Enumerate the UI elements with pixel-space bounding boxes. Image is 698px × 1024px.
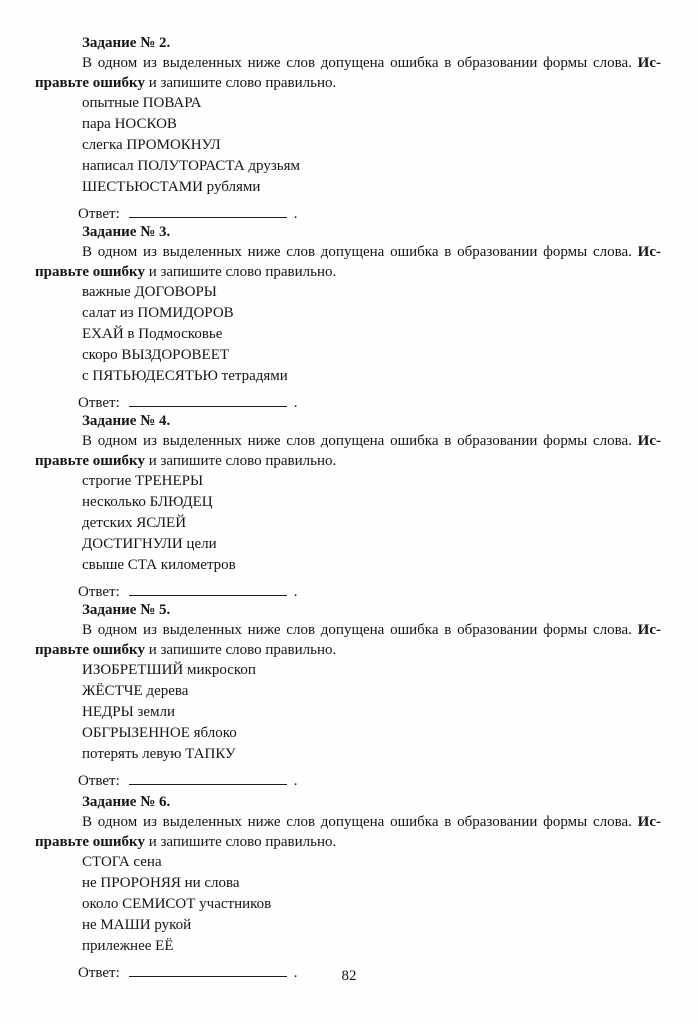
instruction-text: В одном из выделенных ниже слов допущена ошибка в образовании формы слова. (82, 244, 632, 260)
word-option: не ПРОРОНЯЯ ни слова (82, 875, 240, 891)
word-option: прилежнее ЕЁ (82, 938, 174, 954)
answer-period: . (293, 395, 298, 411)
answer-blank-line (129, 204, 287, 218)
instruction-bold-fragment: Ис- (637, 55, 661, 71)
word-option: написал ПОЛУТОРАСТА друзьям (82, 158, 301, 174)
instruction-bold-fragment: правьте ошибку (35, 453, 145, 469)
answer-blank-line (129, 771, 287, 785)
word-option: детских ЯСЛЕЙ (82, 515, 187, 531)
word-option: около СЕМИСОТ участников (82, 896, 272, 912)
answer-label: Ответ: (78, 206, 120, 222)
word-option: ЖЁСТЧЕ дерева (82, 683, 189, 699)
instruction-text: и запишите слово правильно. (144, 453, 337, 469)
task-instruction-line1 (82, 620, 661, 640)
answer-row (78, 582, 662, 602)
task-block-4 (35, 411, 662, 602)
answer-label: Ответ: (78, 773, 120, 789)
word-option: ДОСТИГНУЛИ цели (82, 536, 217, 552)
answer-period: . (293, 965, 298, 981)
task-instruction-line1 (82, 812, 661, 832)
instruction-text: и запишите слово правильно. (144, 642, 337, 658)
answer-blank-line (129, 393, 287, 407)
instruction-text: и запишите слово правильно. (144, 264, 337, 280)
word-option: опытные ПОВАРА (82, 95, 202, 111)
answer-blank-line (129, 582, 287, 596)
task-block-3 (35, 222, 662, 413)
task-title: Задание № 2. (82, 35, 171, 51)
instruction-bold-fragment: Ис- (637, 814, 661, 830)
word-option: СТОГА сена (82, 854, 162, 870)
instruction-text: В одном из выделенных ниже слов допущена ошибка в образовании формы слова. (82, 622, 632, 638)
task-instruction-line2 (35, 832, 662, 852)
task-instruction-line2 (35, 451, 662, 471)
word-option: салат из ПОМИДОРОВ (82, 305, 234, 321)
answer-period: . (293, 773, 298, 789)
word-option-list (35, 852, 662, 957)
word-option: потерять левую ТАПКУ (82, 746, 236, 762)
word-option: не МАШИ рукой (82, 917, 192, 933)
instruction-bold-fragment: Ис- (637, 433, 661, 449)
word-option: важные ДОГОВОРЫ (82, 284, 217, 300)
word-option: строгие ТРЕНЕРЫ (82, 473, 204, 489)
word-option: с ПЯТЬЮДЕСЯТЬЮ тетрадями (82, 368, 288, 384)
instruction-text: В одном из выделенных ниже слов допущена ошибка в образовании формы слова. (82, 814, 632, 830)
task-title: Задание № 5. (82, 602, 171, 618)
task-instruction-line2 (35, 640, 662, 660)
answer-label: Ответ: (78, 965, 120, 981)
instruction-text: и запишите слово правильно. (144, 75, 337, 91)
instruction-bold-fragment: правьте ошибку (35, 642, 145, 658)
task-instruction-line1 (82, 242, 661, 262)
answer-period: . (293, 584, 298, 600)
answer-row (78, 393, 662, 413)
task-block-5 (35, 600, 662, 791)
instruction-text: В одном из выделенных ниже слов допущена ошибка в образовании формы слова. (82, 55, 632, 71)
task-title: Задание № 4. (82, 413, 171, 429)
answer-label: Ответ: (78, 584, 120, 600)
word-option: скоро ВЫЗДОРОВЕЕТ (82, 347, 230, 363)
task-instruction-line1 (82, 53, 661, 73)
task-instruction-line2 (35, 73, 662, 93)
instruction-bold-fragment: Ис- (637, 244, 661, 260)
answer-label: Ответ: (78, 395, 120, 411)
word-option-list (35, 471, 662, 576)
word-option: ШЕСТЬЮСТАМИ рублями (82, 179, 261, 195)
instruction-text: и запишите слово правильно. (144, 834, 337, 850)
page-number: 82 (341, 968, 357, 984)
word-option: ИЗОБРЕТШИЙ микроскоп (82, 662, 256, 678)
word-option: ЕХАЙ в Подмосковье (82, 326, 223, 342)
word-option-list (35, 660, 662, 765)
word-option-list (35, 282, 662, 387)
instruction-text: В одном из выделенных ниже слов допущена ошибка в образовании формы слова. (82, 433, 632, 449)
answer-period: . (293, 206, 298, 222)
answer-row (78, 204, 662, 224)
word-option: пара НОСКОВ (82, 116, 177, 132)
task-title: Задание № 6. (82, 794, 171, 810)
word-option-list (35, 93, 662, 198)
instruction-bold-fragment: правьте ошибку (35, 834, 145, 850)
task-block-6 (35, 792, 662, 983)
task-block-2 (35, 33, 662, 224)
word-option: ОБГРЫЗЕННОЕ яблоко (82, 725, 237, 741)
word-option: НЕДРЫ земли (82, 704, 175, 720)
word-option: слегка ПРОМОКНУЛ (82, 137, 221, 153)
word-option: несколько БЛЮДЕЦ (82, 494, 213, 510)
task-instruction-line2 (35, 262, 662, 282)
instruction-bold-fragment: Ис- (637, 622, 661, 638)
instruction-bold-fragment: правьте ошибку (35, 75, 145, 91)
word-option: свыше СТА километров (82, 557, 236, 573)
instruction-bold-fragment: правьте ошибку (35, 264, 145, 280)
answer-row (78, 771, 662, 791)
task-title: Задание № 3. (82, 224, 171, 240)
task-instruction-line1 (82, 431, 661, 451)
